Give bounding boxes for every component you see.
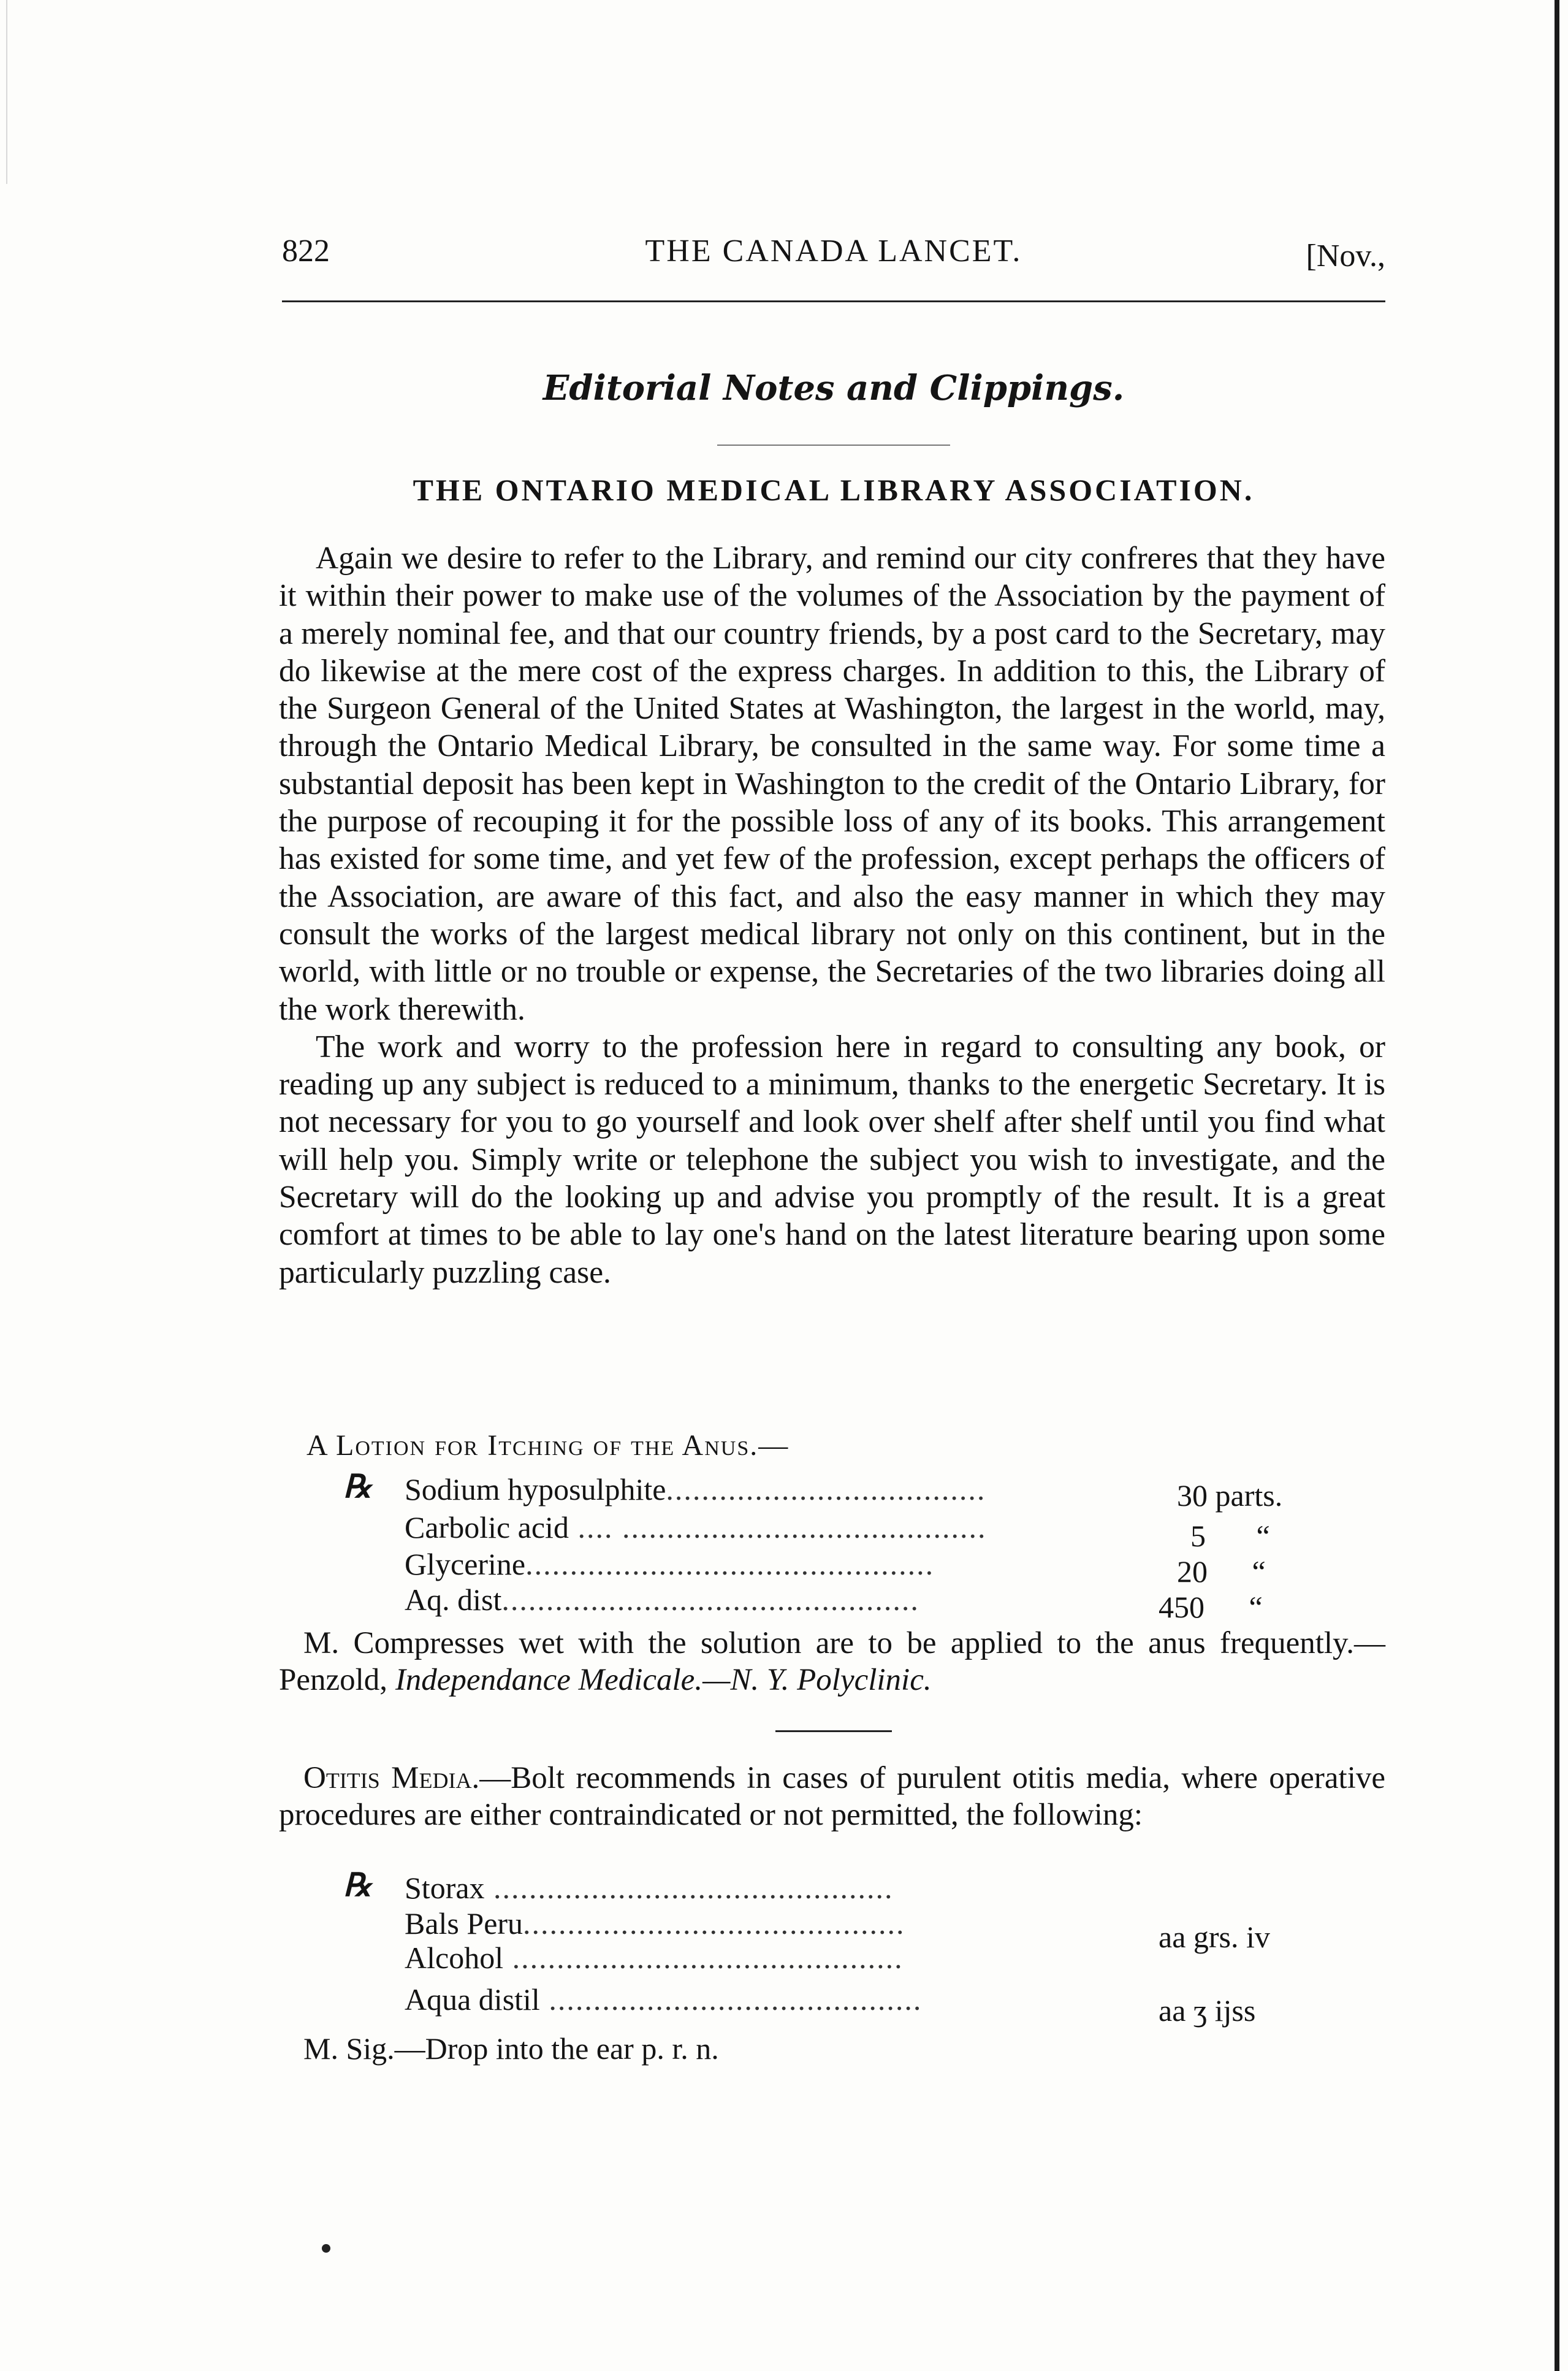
rx-symbol: ℞ — [343, 1470, 372, 1505]
ingredient-row — [405, 1582, 919, 1619]
ingredient-amount: 5 — [1190, 1519, 1206, 1553]
ingredient-row — [405, 1472, 986, 1508]
ingredient-name: Glycerine — [405, 1547, 526, 1581]
ingredient-amount-row — [1190, 1518, 1270, 1555]
ingredient-row — [405, 1546, 934, 1583]
ingredient-name: Storax — [405, 1871, 485, 1905]
leader-dots: .......................................... — [539, 1982, 923, 2017]
paragraph: The work and worry to the profession here in regard to consulting any book, or reading up any subject is reduced to a minimum, thanks to the energetic Secretary. It is not necessary for you to go yourself and look over shelf after shelf until you find what will help you. Simply write or telephone the subject you wish to investigate, and the Secretary will do the looking up and advise you promptly of the result. It is a great comfort at times to be able to lay one's hand on the latest literature bearing upon some particularly puzzling case. — [279, 1029, 1385, 1290]
lotion-note — [279, 1625, 1385, 1698]
ingredient-row — [405, 1906, 905, 1942]
ingredient-name: Aq. dist — [405, 1583, 502, 1617]
journal-title: THE CANADA LANCET. — [645, 234, 1022, 269]
section-divider — [717, 445, 950, 446]
ingredient-unit: “ — [1252, 1554, 1266, 1589]
ingredient-amount-row — [1177, 1478, 1282, 1514]
leader-dots: ............................................. — [484, 1871, 894, 1905]
issue-month: [Nov., — [1306, 239, 1385, 273]
lotion-heading: A Lotion for Itching of the Anus.— — [306, 1429, 790, 1462]
section-title: Editorial Notes and Clippings. — [542, 368, 1125, 408]
dose-group: aa grs. iv — [1159, 1920, 1270, 1954]
note-source: Independance Medicale.—N. Y. Polyclinic. — [395, 1663, 932, 1697]
note-text: M. Compresses wet with the solution are to be applied to the anus frequently.—Penzold, — [279, 1626, 1385, 1697]
leader-dots: ............................................ — [503, 1941, 904, 1975]
ingredient-name: Bals Peru — [405, 1906, 523, 1941]
article-title: THE ONTARIO MEDICAL LIBRARY ASSOCIATION. — [413, 473, 1255, 507]
otitis-instruction: M. Sig.—Drop into the ear p. r. n. — [303, 2031, 719, 2066]
page-number: 822 — [282, 234, 330, 269]
ingredient-name: Sodium hyposulphite — [405, 1472, 666, 1506]
ingredient-unit: parts. — [1215, 1478, 1283, 1513]
item-divider — [775, 1730, 892, 1732]
dose-group: aa ʒ ijss — [1159, 1993, 1256, 2028]
ingredient-unit: “ — [1249, 1590, 1263, 1624]
ingredient-name: Aqua distil — [405, 1982, 540, 2017]
article-body — [279, 540, 1385, 1291]
ingredient-amount: 30 — [1177, 1478, 1208, 1513]
ingredient-row — [405, 1510, 986, 1546]
running-header — [282, 233, 1385, 282]
page-binding-edge — [1555, 0, 1559, 2371]
ingredient-unit: “ — [1256, 1519, 1270, 1553]
ingredient-name: Carbolic acid — [405, 1510, 569, 1544]
ingredient-amount-row — [1159, 1589, 1263, 1626]
ingredient-name: Alcohol — [405, 1941, 504, 1975]
ingredient-row — [405, 1982, 922, 2018]
rx-symbol: ℞ — [343, 1868, 372, 1903]
leader-dots: ............................................... — [501, 1583, 919, 1617]
leader-dots: .................................... — [666, 1472, 986, 1506]
ingredient-amount-row — [1177, 1554, 1266, 1590]
ingredient-amount: 450 — [1159, 1590, 1205, 1624]
ingredient-row — [405, 1940, 904, 1977]
paragraph: Again we desire to refer to the Library, and remind our city confreres that they have it within their power to make use of the volumes of the Association by the payment of a merely nominal fee, and that our country friends, by a post card to the Secretary, may do likewise at the mere cost of the express charges. In addition to this, the Library of the Surgeon General of the United States at Washington, the largest in the world, may, through the Ontario Medical Library, be consulted in the same way. For some time a substantial deposit has been kept in Washington to the credit of the Ontario Library, for the purpose of recouping it for the possible loss of any of its books. This arrangement has existed for some time, and yet few of the profession, except perhaps the officers of the Association, are aware of this fact, and also the easy manner in which they may consult the works of the largest medical library not only on this continent, but in the world, with little or no trouble or expense, the Secretaries of the two libraries doing all the work therewith. — [279, 541, 1385, 1027]
otitis-intro-text: —Bolt recommends in cases of purulent otitis media, where operative procedures are either contraindicated or not permitted, the following: — [279, 1761, 1385, 1832]
ink-mark — [322, 2244, 330, 2253]
leader-dots: .............................................. — [525, 1547, 935, 1581]
ingredient-amount: 20 — [1177, 1554, 1208, 1589]
leader-dots: ........................................... — [523, 1906, 905, 1941]
otitis-intro — [279, 1760, 1385, 1833]
scan-edge-mark — [6, 0, 7, 184]
leader-dots: .... ......................................... — [568, 1510, 987, 1544]
ingredient-row — [405, 1870, 894, 1907]
header-rule — [282, 300, 1385, 302]
otitis-heading: Otitis Media. — [303, 1761, 480, 1795]
